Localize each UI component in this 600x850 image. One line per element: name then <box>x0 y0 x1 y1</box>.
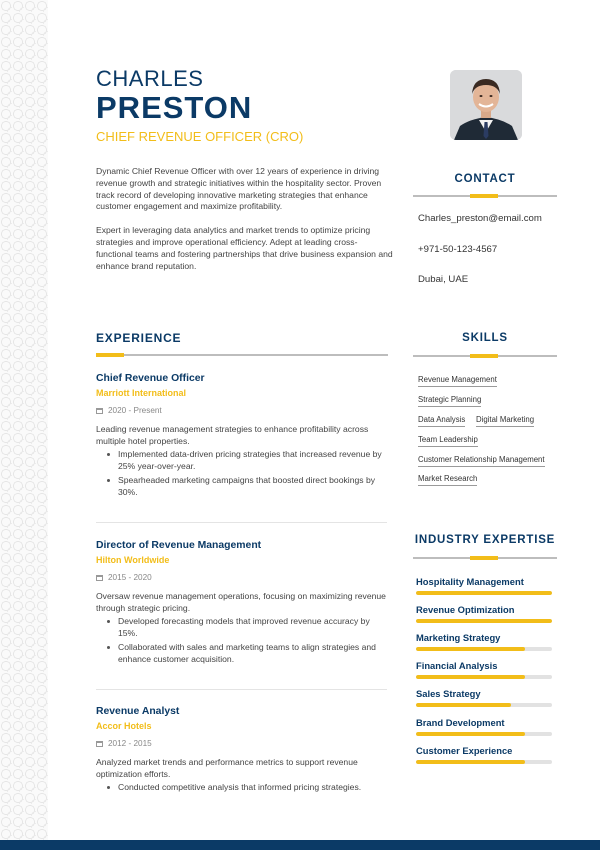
expertise-bar-fill <box>416 675 525 679</box>
job-bullets <box>96 449 391 498</box>
last-name: PRESTON <box>96 90 253 125</box>
job-bullet <box>96 616 391 639</box>
expertise-bar <box>416 675 552 679</box>
calendar-icon <box>96 408 103 414</box>
job-entry <box>96 372 391 502</box>
bullet-icon <box>107 786 110 789</box>
contact-heading: CONTACT <box>454 173 516 185</box>
job-bullet-text: Spearheaded marketing campaigns that boosted direct bookings by 30%. <box>118 475 376 497</box>
expertise-label: Hospitality Management <box>416 576 524 587</box>
expertise-label: Sales Strategy <box>416 688 481 699</box>
job-dates <box>96 573 391 583</box>
skill-tag: Strategic Planning <box>418 395 481 407</box>
contact-rule-accent <box>470 194 498 198</box>
job-bullet-text: Collaborated with sales and marketing teams to align strategies and enhance customer acquisition. <box>118 642 376 664</box>
decorative-pattern-strip <box>0 0 48 850</box>
job-bullet-text: Developed forecasting models that improved revenue accuracy by 15%. <box>118 616 370 638</box>
skill-tag: Digital Marketing <box>476 415 534 427</box>
job-bullet <box>96 642 391 665</box>
expertise-bar <box>416 732 552 736</box>
calendar-icon <box>96 575 103 581</box>
calendar-icon <box>96 741 103 747</box>
expertise-item <box>416 745 552 764</box>
job-title: CHIEF REVENUE OFFICER (CRO) <box>96 129 304 144</box>
expertise-label: Revenue Optimization <box>416 604 515 615</box>
job-company: Accor Hotels <box>96 721 152 731</box>
experience-rule-accent <box>96 353 124 357</box>
expertise-label: Brand Development <box>416 717 505 728</box>
bullet-icon <box>107 479 110 482</box>
bullet-icon <box>107 453 110 456</box>
contact-location: Dubai, UAE <box>418 274 469 285</box>
job-divider <box>96 522 387 523</box>
expertise-item <box>416 660 552 679</box>
footer-bar <box>0 840 600 850</box>
job-role: Revenue Analyst <box>96 706 180 717</box>
expertise-bar-fill <box>416 703 511 707</box>
job-bullets <box>96 616 391 665</box>
job-entry <box>96 539 391 669</box>
profile-photo <box>450 70 522 140</box>
job-bullet <box>96 782 391 794</box>
job-bullet <box>96 449 391 472</box>
skills-rule-accent <box>470 354 498 358</box>
expertise-bar-fill <box>416 647 525 651</box>
expertise-bar-fill <box>416 732 525 736</box>
job-bullet-text: Implemented data-driven pricing strategies that increased revenue by 25% year-over-year. <box>118 449 382 471</box>
industry-expertise-heading: INDUSTRY EXPERTISE <box>414 534 556 546</box>
expertise-item <box>416 576 552 595</box>
job-bullet <box>96 475 391 498</box>
expertise-bar <box>416 591 552 595</box>
expertise-item <box>416 688 552 707</box>
expertise-label: Customer Experience <box>416 745 513 756</box>
expertise-item <box>416 632 552 651</box>
expertise-bar <box>416 760 552 764</box>
expertise-bar-fill <box>416 619 552 623</box>
job-entry <box>96 705 391 797</box>
job-divider <box>96 689 387 690</box>
skill-tag: Team Leadership <box>418 435 478 447</box>
job-dates-text: 2012 - 2015 <box>108 739 152 748</box>
expertise-bar <box>416 647 552 651</box>
job-dates <box>96 406 391 416</box>
job-company: Hilton Worldwide <box>96 555 170 565</box>
expertise-item <box>416 604 552 623</box>
job-company: Marriott International <box>96 388 187 398</box>
expertise-bar-fill <box>416 760 525 764</box>
bullet-icon <box>107 646 110 649</box>
expertise-bar-fill <box>416 591 552 595</box>
experience-rule <box>96 354 388 356</box>
industry-expertise-rule-accent <box>470 556 498 560</box>
job-bullet-text: Conducted competitive analysis that informed pricing strategies. <box>118 782 362 793</box>
job-description: Oversaw revenue management operations, focusing on maximizing revenue through strategic pricing. <box>96 591 386 613</box>
job-dates-text: 2015 - 2020 <box>108 573 152 582</box>
skill-tag: Data Analysis <box>418 415 465 427</box>
skill-tag: Customer Relationship Management <box>418 455 545 467</box>
job-bullets <box>96 782 391 794</box>
skill-tag: Revenue Management <box>418 375 497 387</box>
expertise-bar <box>416 703 552 707</box>
summary-paragraph: Expert in leveraging data analytics and market trends to optimize pricing strategies and improve operational efficiency. Adept at leading cross-functional teams and fostering partnerships that drive business expansion and enhance brand reputation. <box>96 225 393 271</box>
expertise-label: Marketing Strategy <box>416 632 501 643</box>
expertise-item <box>416 717 552 736</box>
job-role: Director of Revenue Management <box>96 540 262 551</box>
job-description: Leading revenue management strategies to enhance profitability across multiple hotel properties. <box>96 424 369 446</box>
summary <box>96 166 394 272</box>
skills-heading: SKILLS <box>462 332 508 344</box>
job-dates <box>96 739 391 749</box>
expertise-label: Financial Analysis <box>416 660 498 671</box>
experience-heading: EXPERIENCE <box>96 331 182 345</box>
job-role: Chief Revenue Officer <box>96 373 205 384</box>
summary-paragraph: Dynamic Chief Revenue Officer with over 12 years of experience in driving revenue growth and strategic initiatives within the hospitality sector. Proven track record of developing innovative marketing strategies that enhance customer engagement and maximize profitability. <box>96 166 382 212</box>
first-name: CHARLES <box>96 66 204 91</box>
expertise-bar <box>416 619 552 623</box>
job-dates-text: 2020 - Present <box>108 406 162 415</box>
contact-phone[interactable]: +971-50-123-4567 <box>418 244 498 255</box>
profile-photo-image <box>450 70 522 140</box>
skill-tag: Market Research <box>418 474 477 486</box>
bullet-icon <box>107 620 110 623</box>
contact-email[interactable]: Charles_preston@email.com <box>418 213 542 224</box>
job-description: Analyzed market trends and performance metrics to support revenue optimization efforts. <box>96 757 358 779</box>
